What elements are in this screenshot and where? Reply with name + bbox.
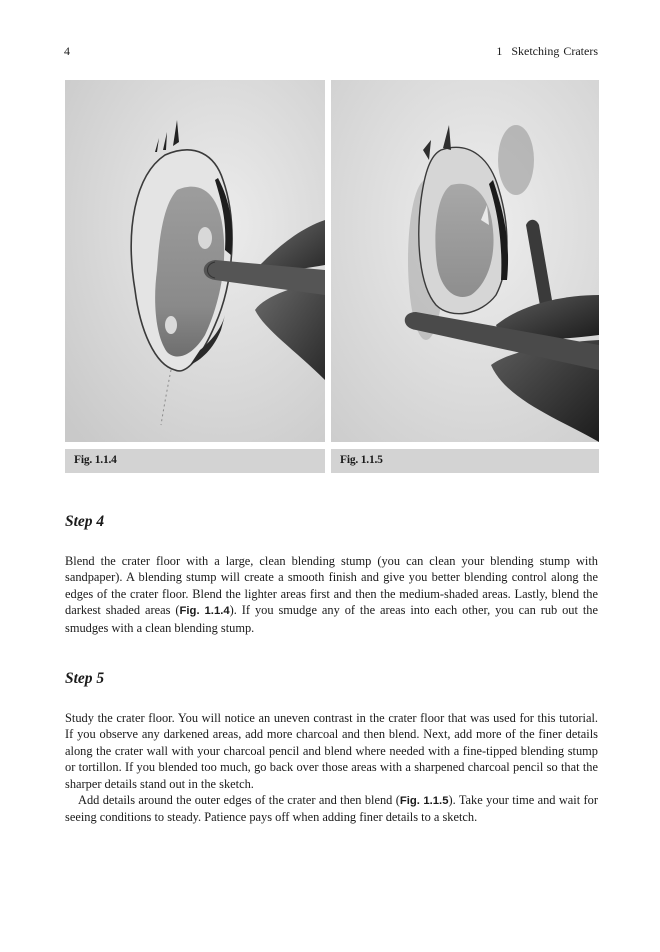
body-paragraph: Study the crater floor. You will notice an uneven contrast in the crater floor that was used for this tutorial. If you observe any darkened areas, add more charcoal and then blend. Next, add more of the finer details along the crater wall with your charcoal pencil and blend where needed with a fine-tipped blending stump or tortillon. If you blended too much, go back over those areas with a sharpened charcoal pencil so that the sharper details stand out in the sketch. bbox=[65, 711, 598, 791]
figure-reference: Fig. 1.1.4 bbox=[179, 605, 230, 618]
figure-caption: Fig. 1.1.4 bbox=[74, 454, 117, 466]
chapter-heading bbox=[496, 44, 598, 59]
chapter-number: 1 bbox=[496, 44, 503, 58]
paragraph-text: ). If you smudge any of the areas into each other, you can rub out the smudges with a clean blending stump. bbox=[65, 603, 598, 635]
section-heading-step-4: Step 4 bbox=[65, 513, 105, 530]
paragraph-text: ). Take your time and wait for seeing conditions to steady. Patience pays off when adding finer details to a sketch. bbox=[65, 793, 599, 825]
chapter-title: Sketching Craters bbox=[511, 44, 598, 58]
figure-caption-bar bbox=[65, 449, 325, 473]
body-paragraph bbox=[65, 553, 598, 636]
running-head bbox=[64, 44, 598, 60]
figure-caption-bar bbox=[331, 449, 599, 473]
section-heading-step-5: Step 5 bbox=[65, 670, 105, 687]
figure-caption: Fig. 1.1.5 bbox=[340, 454, 383, 466]
paragraph-text: Add details around the outer edges of the crater and then blend ( bbox=[78, 793, 400, 807]
figure-reference: Fig. 1.1.5 bbox=[399, 795, 449, 807]
body-paragraph bbox=[65, 792, 598, 826]
figure-1-1-4-photo bbox=[65, 80, 325, 442]
page-number: 4 bbox=[64, 44, 70, 58]
figure-1-1-5-photo bbox=[331, 80, 599, 442]
paragraph-text: Blend the crater floor with a large, clean blending stump (you can clean your blending stump with sandpaper). A blending stump will create a smooth finish and give you better blending control along the edges of the crater floor. Blend the lighter areas first and then the medium-shaded areas. Lastly, blend the darkest shaded areas ( bbox=[65, 554, 598, 618]
